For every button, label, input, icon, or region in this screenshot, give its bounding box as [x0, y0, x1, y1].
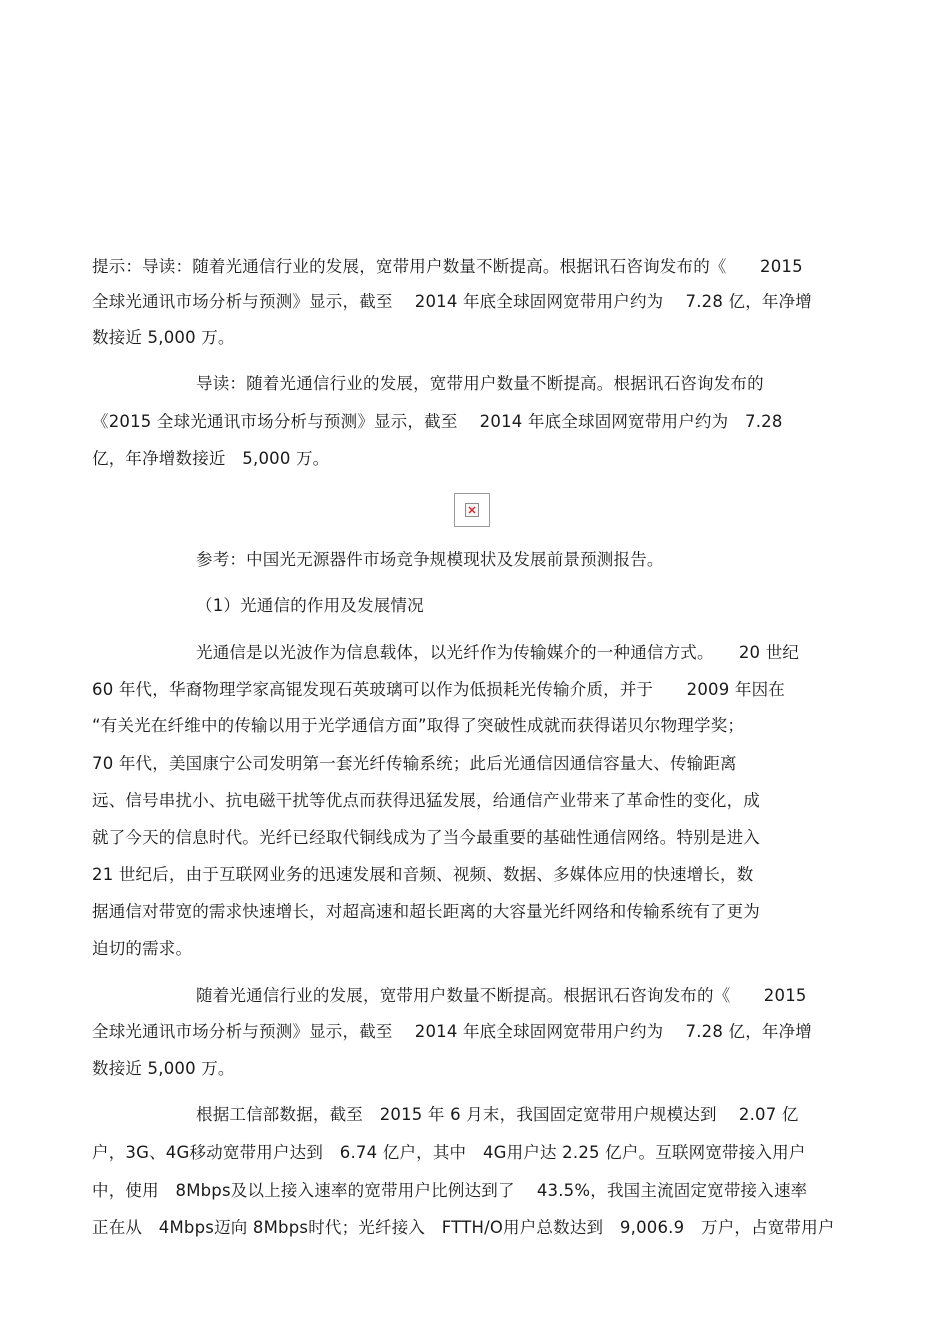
paragraph-line: 70 年代，美国康宁公司发明第一套光纤传输系统；此后光通信因通信容量大、传输距离 — [92, 754, 737, 773]
broken-image-icon — [454, 493, 490, 527]
paragraph-line: 提示：导读：随着光通信行业的发展，宽带用户数量不断提高。根据讯石咨询发布的《 2015 — [92, 257, 803, 276]
reference-line: 参考：中国光无源器件市场竞争规模现状及发展前景预测报告。 — [196, 550, 664, 569]
paragraph-line: 就了今天的信息时代。光纤已经取代铜线成为了当今最重要的基础性通信网络。特别是进入 — [92, 828, 760, 847]
paragraph-line: 亿，年净增数接近 5,000 万。 — [92, 449, 330, 468]
paragraph-line: 数接近 5,000 万。 — [92, 1059, 235, 1078]
paragraph-line: 中，使用 8Mbps及以上接入速率的宽带用户比例达到了 43.5%，我国主流固定宽带接入速率 — [92, 1181, 808, 1200]
paragraph-line: 导读：随着光通信行业的发展，宽带用户数量不断提高。根据讯石咨询发布的 — [196, 374, 764, 393]
paragraph-line: 《2015 全球光通讯市场分析与预测》显示，截至 2014 年底全球固网宽带用户约为 7.28 — [92, 412, 783, 431]
paragraph-line: 根据工信部数据，截至 2015 年 6 月末，我国固定宽带用户规模达到 2.07 亿 — [196, 1105, 799, 1124]
paragraph-line: 21 世纪后，由于互联网业务的迅速发展和音频、视频、数据、多媒体应用的快速增长，数 — [92, 865, 754, 884]
paragraph-line: 据通信对带宽的需求快速增长，对超高速和超长距离的大容量光纤网络和传输系统有了更为 — [92, 902, 760, 921]
paragraph-line: “有关光在纤维中的传输以用于光学通信方面”取得了突破性成就而获得诺贝尔物理学奖； — [92, 716, 745, 735]
paragraph-line: 户，3G、4G移动宽带用户达到 6.74 亿户，其中 4G用户达 2.25 亿户。互联网宽带接入用户 — [92, 1143, 806, 1162]
section-heading: （1）光通信的作用及发展情况 — [196, 596, 424, 615]
close-icon — [468, 506, 476, 514]
paragraph-line: 迫切的需求。 — [92, 939, 193, 958]
paragraph-line: 远、信号串扰小、抗电磁干扰等优点而获得迅猛发展，给通信产业带来了革命性的变化，成 — [92, 791, 760, 810]
paragraph-line: 全球光通讯市场分析与预测》显示，截至 2014 年底全球固网宽带用户约为 7.28 亿，年净增 — [92, 1022, 813, 1041]
paragraph-line: 60 年代，华裔物理学家高锟发现石英玻璃可以作为低损耗光传输介质，并于 2009 年因在 — [92, 680, 785, 699]
paragraph-line: 正在从 4Mbps迈向 8Mbps时代；光纤接入 FTTH/O用户总数达到 9,006.9 万户，占宽带用户 — [92, 1218, 835, 1237]
paragraph-line: 随着光通信行业的发展，宽带用户数量不断提高。根据讯石咨询发布的《 2015 — [196, 986, 807, 1005]
paragraph-line: 光通信是以光波作为信息载体，以光纤作为传输媒介的一种通信方式。 20 世纪 — [196, 643, 800, 662]
paragraph-line: 全球光通讯市场分析与预测》显示，截至 2014 年底全球固网宽带用户约为 7.28 亿，年净增 — [92, 292, 813, 311]
paragraph-line: 数接近 5,000 万。 — [92, 328, 235, 347]
